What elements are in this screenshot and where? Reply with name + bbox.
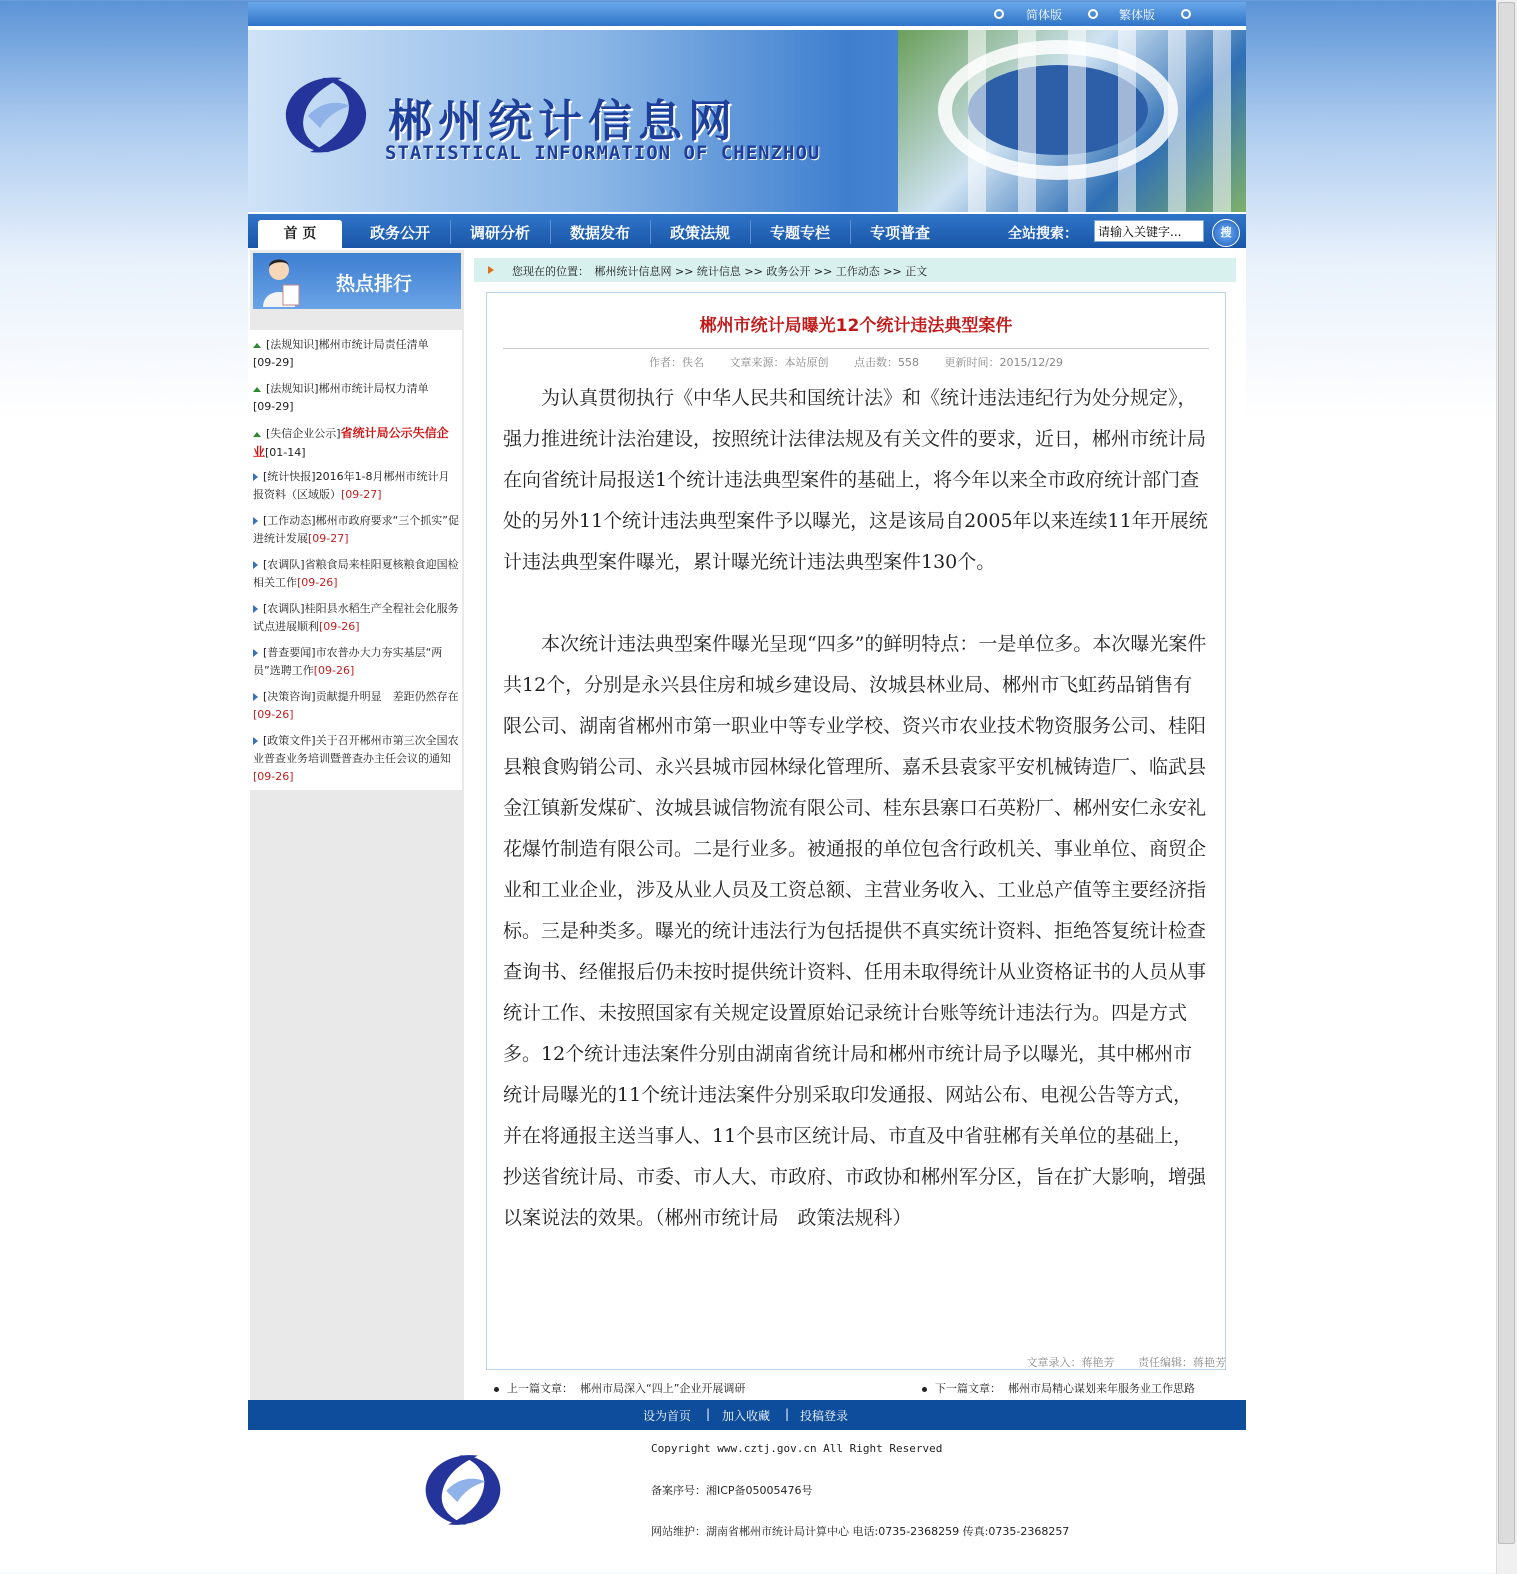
arrow-icon <box>253 605 258 613</box>
hot-list <box>250 330 462 790</box>
bullet-icon <box>1088 9 1098 19</box>
breadcrumb <box>474 258 1236 282</box>
search-label: 全站搜索： <box>1008 226 1078 242</box>
article-title: 郴州市统计局曝光12个统计违法典型案件 <box>699 316 1013 336</box>
list-item[interactable]: [失信企业公示]省统计局公示失信企业[01-14] <box>253 426 449 459</box>
submit-login-link[interactable]: 投稿登录 <box>800 1409 849 1423</box>
prev-article-link[interactable]: 郴州市局深入“四上”企业开展调研 <box>580 1382 746 1395</box>
list-item[interactable]: [农调队]省粮食局来桂阳夏核粮食迎国检相关工作[09-26] <box>253 558 459 589</box>
header-banner <box>248 30 1246 212</box>
next-article[interactable]: 下一篇文章： 郴州市局精心谋划来年服务业工作思路 <box>922 1380 1195 1396</box>
list-item[interactable]: [工作动态]郴州市政府要求“三个抓实”促进统计发展[09-27] <box>253 514 459 545</box>
arrow-icon <box>488 266 494 274</box>
prev-article[interactable]: 上一篇文章： 郴州市局深入“四上”企业开展调研 <box>494 1380 745 1396</box>
up-arrow-icon <box>253 387 261 392</box>
arrow-icon <box>253 649 258 657</box>
search-button[interactable]: 搜 <box>1212 219 1240 247</box>
article-meta <box>487 354 1225 370</box>
next-article-link[interactable]: 郴州市局精心谋划来年服务业工作思路 <box>1008 1382 1195 1395</box>
arrow-icon <box>253 737 258 745</box>
nav-home-tab[interactable]: 首 页 <box>258 220 342 248</box>
scrollbar-thumb[interactable] <box>1498 2 1515 1544</box>
simplified-link[interactable]: 简体版 <box>1026 8 1063 22</box>
main-nav <box>248 214 1246 248</box>
article-editors <box>1007 1354 1227 1370</box>
source: 文章来源：本站原创 <box>729 356 829 369</box>
click-count: 点击数：558 <box>854 356 920 369</box>
top-bar <box>248 2 1246 26</box>
list-item[interactable]: [统计快报]2016年1-8月郴州市统计月报资料（区域版）[09-27] <box>253 470 450 501</box>
list-item[interactable]: [法规知识]郴州市统计局责任清单 [09-29] <box>253 338 429 369</box>
traditional-link[interactable]: 繁体版 <box>1119 8 1156 22</box>
bullet-icon <box>994 9 1004 19</box>
footer <box>248 1430 1246 1548</box>
add-favorite-link[interactable]: 加入收藏 <box>722 1409 771 1423</box>
site-maintenance: 网站维护：湖南省郴州市统计局计算中心 电话:0735-2368259 传真:0735-2368257 <box>651 1525 1070 1538</box>
list-item[interactable]: [决策咨询]贡献提升明显 差距仍然存在[09-26] <box>253 690 459 721</box>
person-icon <box>261 257 301 307</box>
breadcrumb-text[interactable]: 您现在的位置： 郴州统计信息网 >> 统计信息 >> 政务公开 >> 工作动态 >> 正文 <box>512 265 928 278</box>
bullet-icon <box>494 1387 499 1392</box>
article-paragraph: 本次统计违法典型案件曝光呈现“四多”的鲜明特点：一是单位多。本次曝光案件共12个，分别是永兴县住房和城乡建设局、汝城县林业局、郴州市飞虹药品销售有限公司、湖南省郴州市第一职业中等专业学校、资兴市农业技术物资服务公司、桂阳县粮食购销公司、永兴县城市园林绿化管理所、嘉禾县袁家平安机械铸造厂、临武县金江镇新发煤矿、汝城县诚信物流有限公司、桂东县寨口石英粉厂、郴州安仁永安礼花爆竹制造有限公司。二是行业多。被通报的单位包含行政机关、事业单位、商贸企业和工业企业，涉及从业人员及工资总额、主营业务收入、工业总产值等主要经济指标。三是种类多。曝光的统计违法行为包括提供不真实统计资料、拒绝答复统计检查查询书、经催报后仍未按时提供统计资料、任用未取得统计从业资格证书的人员从事统计工作、未按照国家有关规定设置原始记录统计台账等统计违法行为。四是方式多。12个统计违法案件分别由湖南省统计局和郴州市统计局予以曝光，其中郴州市统计局曝光的11个统计违法案件分别采取印发通报、网站公布、电视公告等方式，并在将通报主送当事人、11个县市区统计局、市直及中省驻郴有关单位的基础上，抄送省统计局、市委、市人大、市政府、市政协和郴州军分区，旨在扩大影响，增强以案说法的效果。（郴州市统计局 政策法规科） <box>503 633 1207 1229</box>
site-logo-icon[interactable] <box>280 72 372 158</box>
responsible-editor: 责任编辑：蒋艳芳 <box>1138 1356 1226 1369</box>
nav-item-data-release[interactable]: 数据发布 <box>569 224 630 242</box>
article-panel <box>486 292 1226 1370</box>
list-item[interactable]: [法规知识]郴州市统计局权力清单 [09-29] <box>253 382 429 413</box>
site-title: 郴州统计信息网 <box>388 96 738 147</box>
arrow-icon <box>253 473 258 481</box>
hot-ranking-header <box>253 253 461 309</box>
set-homepage-link[interactable]: 设为首页 <box>643 1409 692 1423</box>
arrow-icon <box>253 561 258 569</box>
icp-record: 备案序号：湘ICP备05005476号 <box>651 1484 813 1497</box>
arrow-icon <box>253 517 258 525</box>
nav-item-census[interactable]: 专项普查 <box>869 224 930 242</box>
hot-ranking-title: 热点排行 <box>336 273 413 295</box>
list-item[interactable]: [政策文件]关于召开郴州市第三次全国农业普查业务培训暨普查办主任会议的通知[09-26] <box>253 734 459 783</box>
footer-logo-icon <box>420 1450 506 1530</box>
up-arrow-icon <box>253 343 261 348</box>
bullet-icon <box>922 1387 927 1392</box>
site-subtitle: STATISTICAL INFORMATION OF CHENZHOU <box>385 142 821 164</box>
page-wrapper <box>248 2 1246 1548</box>
nav-item-gov-affairs[interactable]: 政务公开 <box>369 224 430 242</box>
search-input[interactable] <box>1094 220 1204 242</box>
footer-links: 设为首页 | 加入收藏 | 投稿登录 <box>248 1400 1246 1430</box>
nav-item-topics[interactable]: 专题专栏 <box>769 224 830 242</box>
nav-item-research[interactable]: 调研分析 <box>469 224 530 242</box>
update-time: 更新时间：2015/12/29 <box>944 356 1063 369</box>
entry-editor: 文章录入：蒋艳芳 <box>1026 1356 1115 1369</box>
article-paragraph: 为认真贯彻执行《中华人民共和国统计法》和《统计违法违纪行为处分规定》，强力推进统计法治建设，按照统计法律法规及有关文件的要求，近日，郴州市统计局在向省统计局报送1个统计违法典型案件的基础上，将今年以来全市政府统计部门查处的另外11个统计违法典型案件予以曝光，这是该局自2005年以来连续11年开展统计违法典型案件曝光，累计曝光统计违法典型案件130个。 <box>503 387 1208 573</box>
arrow-icon <box>253 693 258 701</box>
copyright: Copyright www.cztj.gov.cn All Right Reserved <box>651 1442 943 1455</box>
sidebar <box>250 250 464 1400</box>
list-item[interactable]: [普查要闻]市农普办大力夯实基层“两员”选聘工作[09-26] <box>253 646 443 677</box>
list-item[interactable]: [农调队]桂阳县水稻生产全程社会化服务试点进展顺利[09-26] <box>253 602 459 633</box>
author: 作者：佚名 <box>649 356 705 369</box>
nav-item-policy[interactable]: 政策法规 <box>669 224 730 242</box>
divider <box>503 348 1209 349</box>
bullet-icon <box>1181 9 1191 19</box>
up-arrow-icon <box>253 432 261 437</box>
